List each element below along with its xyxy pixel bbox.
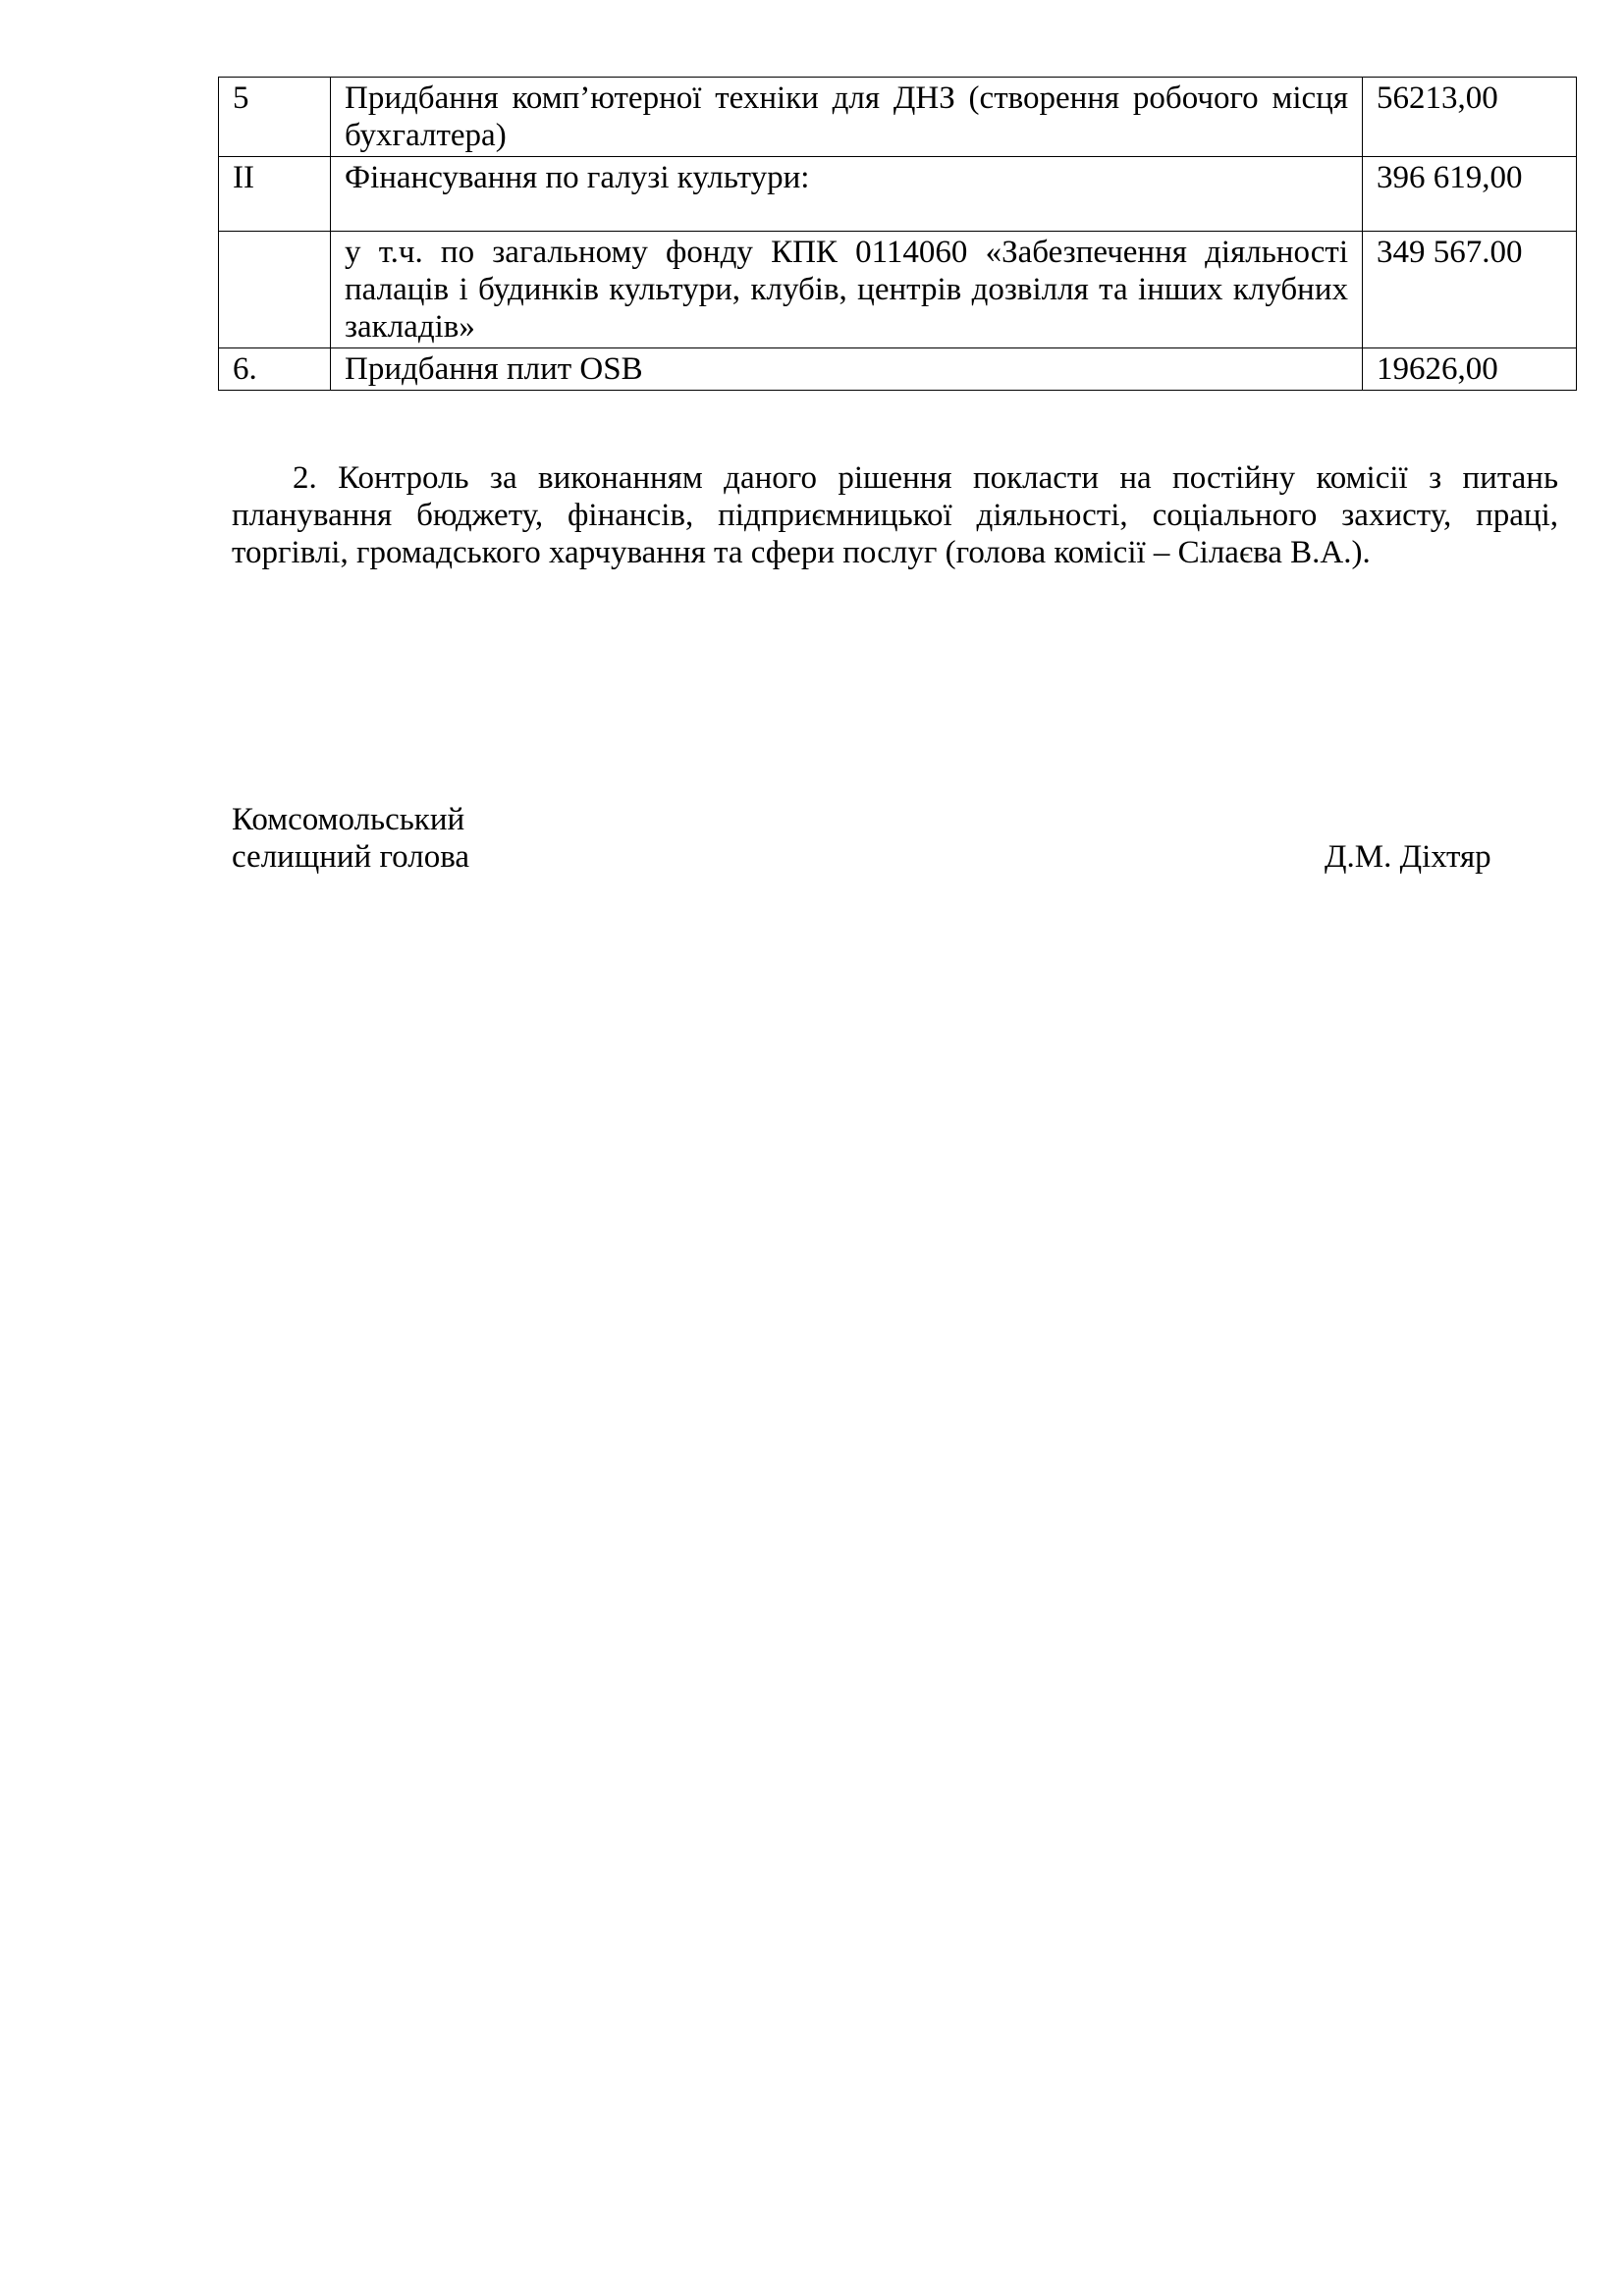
- control-paragraph: 2. Контроль за виконанням даного рішення покласти на постійну комісії з питань планування бюджету, фінансів, підприємницької діяльності, соціального захисту, праці, торгівлі, громадського харчування та сфери послуг (голова комісії – Сілаєва В.А.).: [232, 460, 1558, 570]
- row-number: II: [219, 157, 331, 232]
- table-row: [219, 348, 1577, 391]
- row-description: Придбання комп’ютерної техніки для ДНЗ (створення робочого місця бухгалтера): [331, 78, 1363, 157]
- row-amount: 56213,00: [1363, 78, 1577, 157]
- signatory-title-line2: селищний голова: [232, 839, 470, 875]
- table-row: [219, 232, 1577, 348]
- row-description: Придбання плит OSB: [331, 348, 1363, 391]
- row-amount: 396 619,00: [1363, 157, 1577, 232]
- budget-table: [218, 77, 1577, 391]
- row-description: Фінансування по галузі культури:: [331, 157, 1363, 232]
- table-row: [219, 78, 1577, 157]
- row-number: [219, 232, 331, 348]
- row-description: у т.ч. по загальному фонду КПК 0114060 «Забезпечення діяльності палаців і будинків культури, клубів, центрів дозвілля та інших клубних закладів»: [331, 232, 1363, 348]
- signatory-title: [232, 801, 469, 876]
- table-row: [219, 157, 1577, 232]
- signatory-name: Д.М. Діхтяр: [1325, 839, 1491, 875]
- row-amount: 19626,00: [1363, 348, 1577, 391]
- row-number: 6.: [219, 348, 331, 391]
- signatory-title-line1: Комсомольський: [232, 802, 465, 837]
- row-amount: 349 567.00: [1363, 232, 1577, 348]
- row-number: 5: [219, 78, 331, 157]
